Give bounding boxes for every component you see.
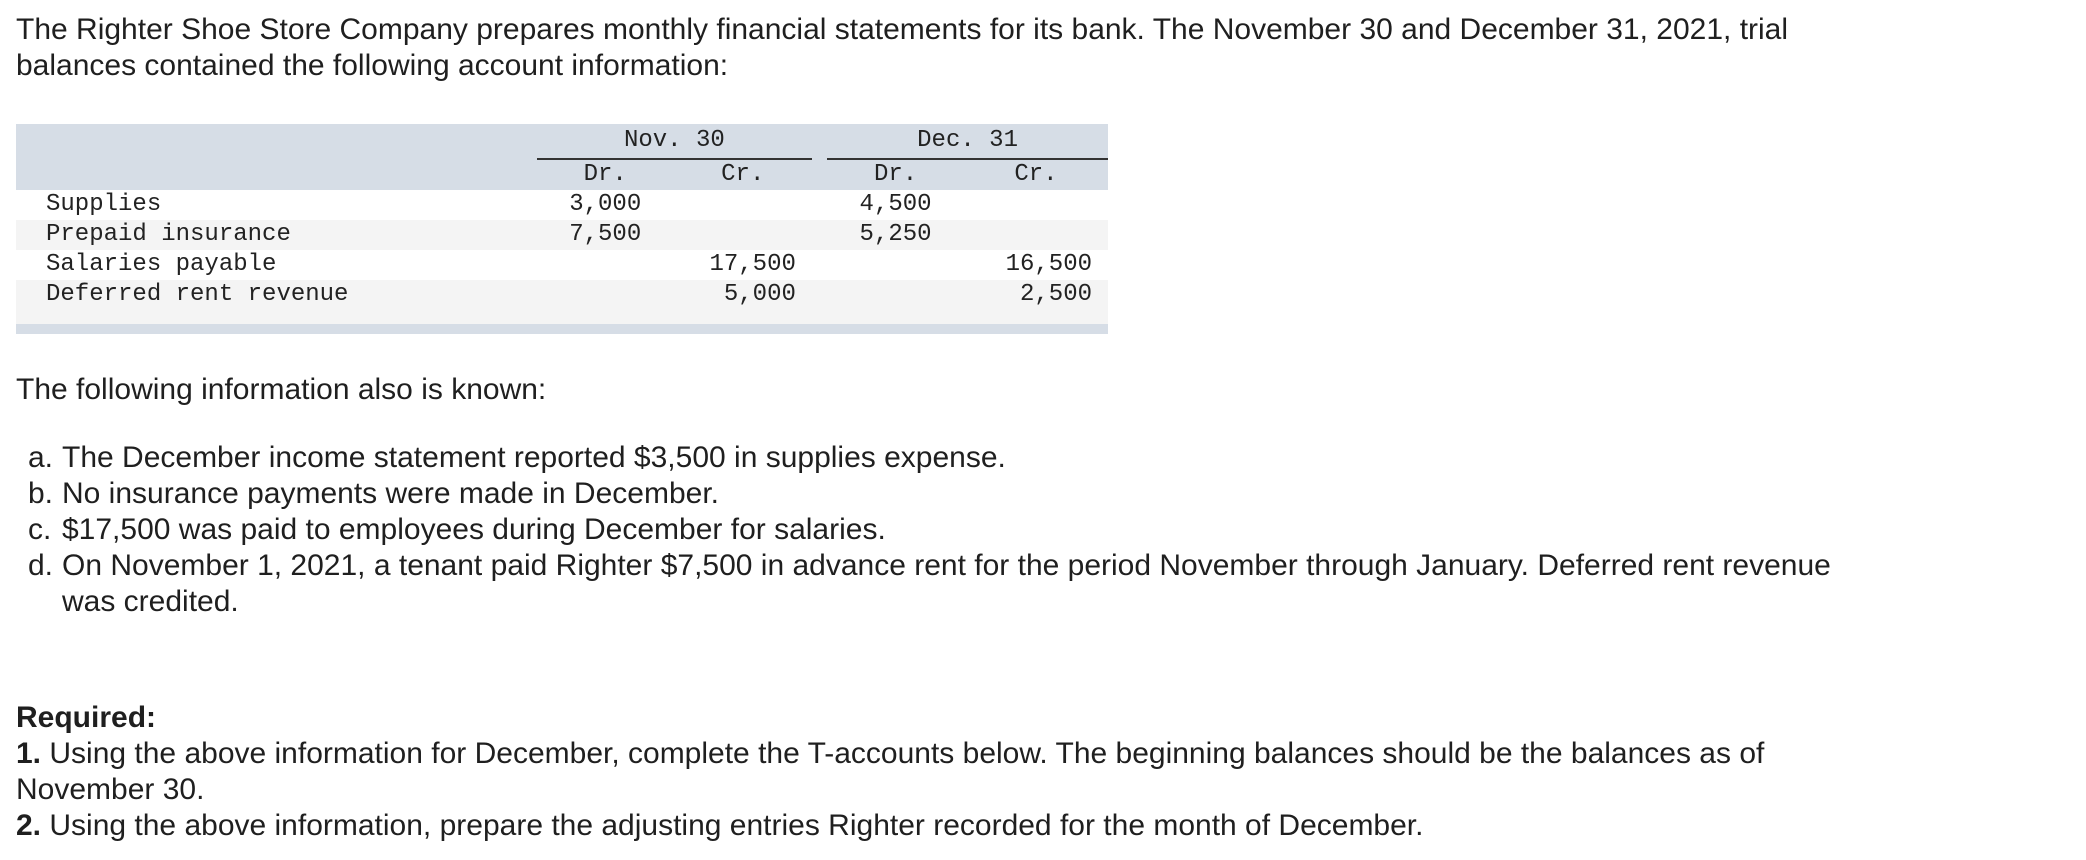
trial-balance-table (16, 124, 1108, 324)
required-item-number: 1. (16, 737, 42, 770)
list-marker: c. (28, 513, 52, 546)
dec-dr-value: 5,250 (827, 220, 964, 250)
account-name: Supplies (16, 190, 537, 220)
list-item-text: On November 1, 2021, a tenant paid Righter $7,500 in advance rent for the period November through January. Deferred rent revenue was credited. (62, 549, 1831, 618)
list-item-text: The December income statement reported $3,500 in supplies expense. (62, 441, 1006, 474)
dec-cr-value: 16,500 (964, 250, 1108, 280)
table-row (16, 280, 1108, 310)
group-header-row (16, 124, 1108, 159)
trial-balance-table-wrapper (16, 124, 1108, 334)
dec-cr-value: 2,500 (964, 280, 1108, 310)
nov-cr-value (674, 190, 812, 220)
dec-dr-value: 4,500 (827, 190, 964, 220)
problem-page (16, 12, 1916, 842)
table-bottom-bar (16, 324, 1108, 334)
sub-header-nov-dr: Dr. (537, 159, 674, 190)
required-item-text: Using the above information, prepare the adjusting entries Righter recorded for the month of December. (49, 809, 1424, 842)
list-item-text: $17,500 was paid to employees during December for salaries. (62, 513, 886, 546)
intro-paragraph: The Righter Shoe Store Company prepares monthly financial statements for its bank. The November 30 and December 31, 2021, trial balances contained the following account information: (16, 13, 1789, 82)
required-item (16, 808, 1896, 844)
list-item (28, 476, 1868, 512)
nov-dr-value (537, 250, 674, 280)
sub-header-nov-cr: Cr. (674, 159, 812, 190)
table-row (16, 250, 1108, 280)
list-marker: a. (28, 441, 54, 474)
dec-dr-value (827, 280, 964, 310)
account-name: Deferred rent revenue (16, 280, 537, 310)
table-spacer (16, 310, 1108, 324)
group-header-nov: Nov. 30 (537, 124, 812, 159)
required-section (16, 700, 1896, 844)
account-name: Prepaid insurance (16, 220, 537, 250)
sub-header-row (16, 159, 1108, 190)
list-item-text: No insurance payments were made in December. (62, 477, 719, 510)
required-item (16, 736, 1896, 808)
dec-cr-value (964, 190, 1108, 220)
dec-dr-value (827, 250, 964, 280)
nov-cr-value (674, 220, 812, 250)
group-header-dec: Dec. 31 (827, 124, 1108, 159)
sub-header-dec-dr: Dr. (827, 159, 964, 190)
required-heading: Required: (16, 701, 157, 734)
table-row (16, 220, 1108, 250)
required-item-text: Using the above information for December, complete the T-accounts below. The beginning balances should be the balances as of November 30. (16, 737, 1765, 806)
account-name: Salaries payable (16, 250, 537, 280)
required-item-number: 2. (16, 809, 42, 842)
nov-dr-value (537, 280, 674, 310)
list-item (28, 440, 1868, 476)
nov-dr-value: 7,500 (537, 220, 674, 250)
also-known-heading: The following information also is known: (16, 373, 547, 406)
nov-cr-value: 5,000 (674, 280, 812, 310)
table-row (16, 190, 1108, 220)
dec-cr-value (964, 220, 1108, 250)
list-marker: b. (28, 477, 54, 510)
nov-dr-value: 3,000 (537, 190, 674, 220)
known-info-list (28, 440, 1868, 620)
list-marker: d. (28, 549, 54, 582)
sub-header-dec-cr: Cr. (964, 159, 1108, 190)
list-item (28, 548, 1868, 620)
nov-cr-value: 17,500 (674, 250, 812, 280)
list-item (28, 512, 1868, 548)
